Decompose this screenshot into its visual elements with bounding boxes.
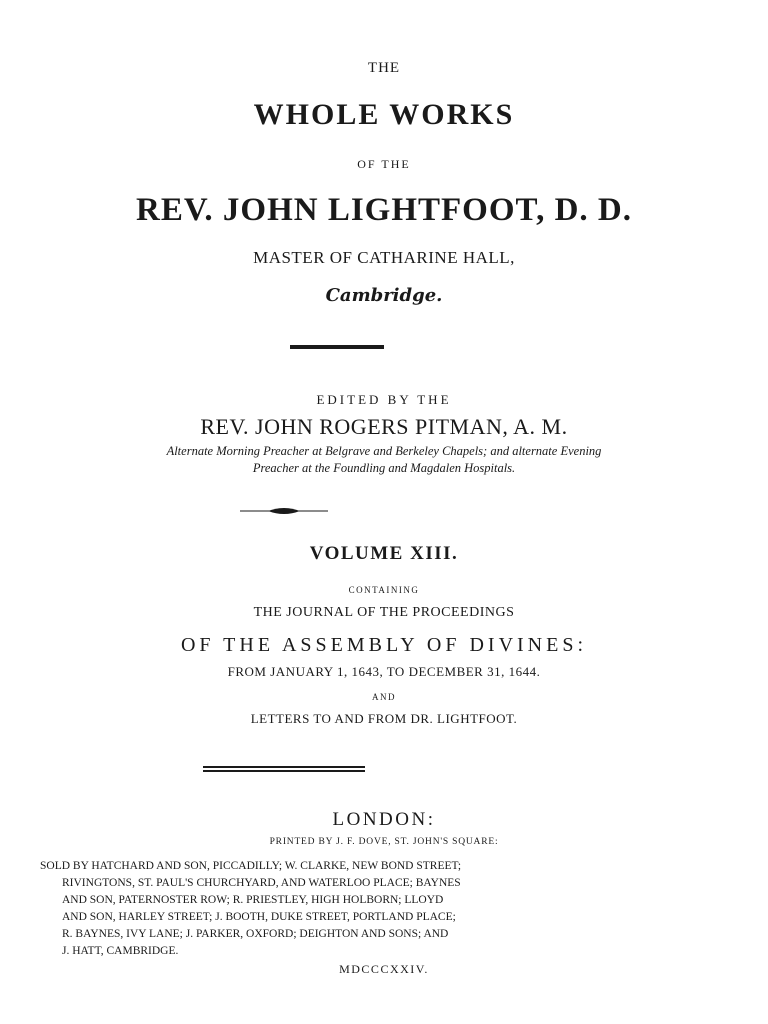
of-the-line: OF THE bbox=[357, 157, 411, 171]
imprint-city: LONDON: bbox=[332, 809, 436, 830]
volume-number: VOLUME XIII. bbox=[309, 543, 459, 564]
printer-line: PRINTED BY J. F. DOVE, ST. JOHN'S SQUARE: bbox=[269, 837, 499, 847]
editor-name: REV. JOHN ROGERS PITMAN, A. M. bbox=[200, 414, 568, 439]
journal-title: THE JOURNAL OF THE PROCEEDINGS bbox=[253, 605, 515, 620]
sellers-line: R. BAYNES, IVY LANE; J. PARKER, OXFORD; DEIGHTON AND SONS; AND bbox=[62, 928, 449, 940]
editor-description-line-2: Preacher at the Foundling and Magdalen Hospitals. bbox=[252, 461, 516, 475]
ornament-divider bbox=[240, 504, 328, 518]
author-position: MASTER OF CATHARINE HALL, bbox=[253, 248, 515, 267]
sellers-line: AND SON, PATERNOSTER ROW; R. PRIESTLEY, HIGH HOLBORN; LLOYD bbox=[62, 894, 444, 906]
sellers-line: AND SON, HARLEY STREET; J. BOOTH, DUKE STREET, PORTLAND PLACE; bbox=[62, 911, 456, 923]
assembly-title: OF THE ASSEMBLY OF DIVINES: bbox=[180, 634, 588, 656]
sellers-block bbox=[40, 858, 510, 960]
the-heading: THE bbox=[367, 60, 401, 76]
author-name: REV. JOHN LIGHTFOOT, D. D. bbox=[135, 192, 632, 228]
edited-by-line: EDITED BY THE bbox=[316, 392, 452, 407]
sellers-line: J. HATT, CAMBRIDGE. bbox=[62, 945, 179, 957]
and-label: AND bbox=[372, 692, 396, 702]
sellers-line: RIVINGTONS, ST. PAUL'S CHURCHYARD, AND WATERLOO PLACE; BAYNES bbox=[62, 877, 461, 889]
containing-label: CONTAINING bbox=[348, 585, 420, 595]
sellers-line: SOLD BY HATCHARD AND SON, PICCADILLY; W. CLARKE, NEW BOND STREET; bbox=[40, 860, 462, 872]
editor-description-line-1: Alternate Morning Preacher at Belgrave and Berkeley Chapels; and alternate Evening bbox=[166, 444, 602, 458]
letters-title: LETTERS TO AND FROM DR. LIGHTFOOT. bbox=[250, 711, 518, 726]
publication-year: MDCCCXXIV. bbox=[339, 962, 429, 976]
date-range: FROM JANUARY 1, 1643, TO DECEMBER 31, 1644. bbox=[227, 664, 541, 679]
divider-rule bbox=[290, 345, 384, 349]
double-rule-top bbox=[203, 766, 365, 768]
double-rule-bottom bbox=[203, 770, 365, 772]
whole-works-title: WHOLE WORKS bbox=[253, 98, 515, 131]
cambridge-blackletter: Cambridge. bbox=[325, 285, 443, 306]
